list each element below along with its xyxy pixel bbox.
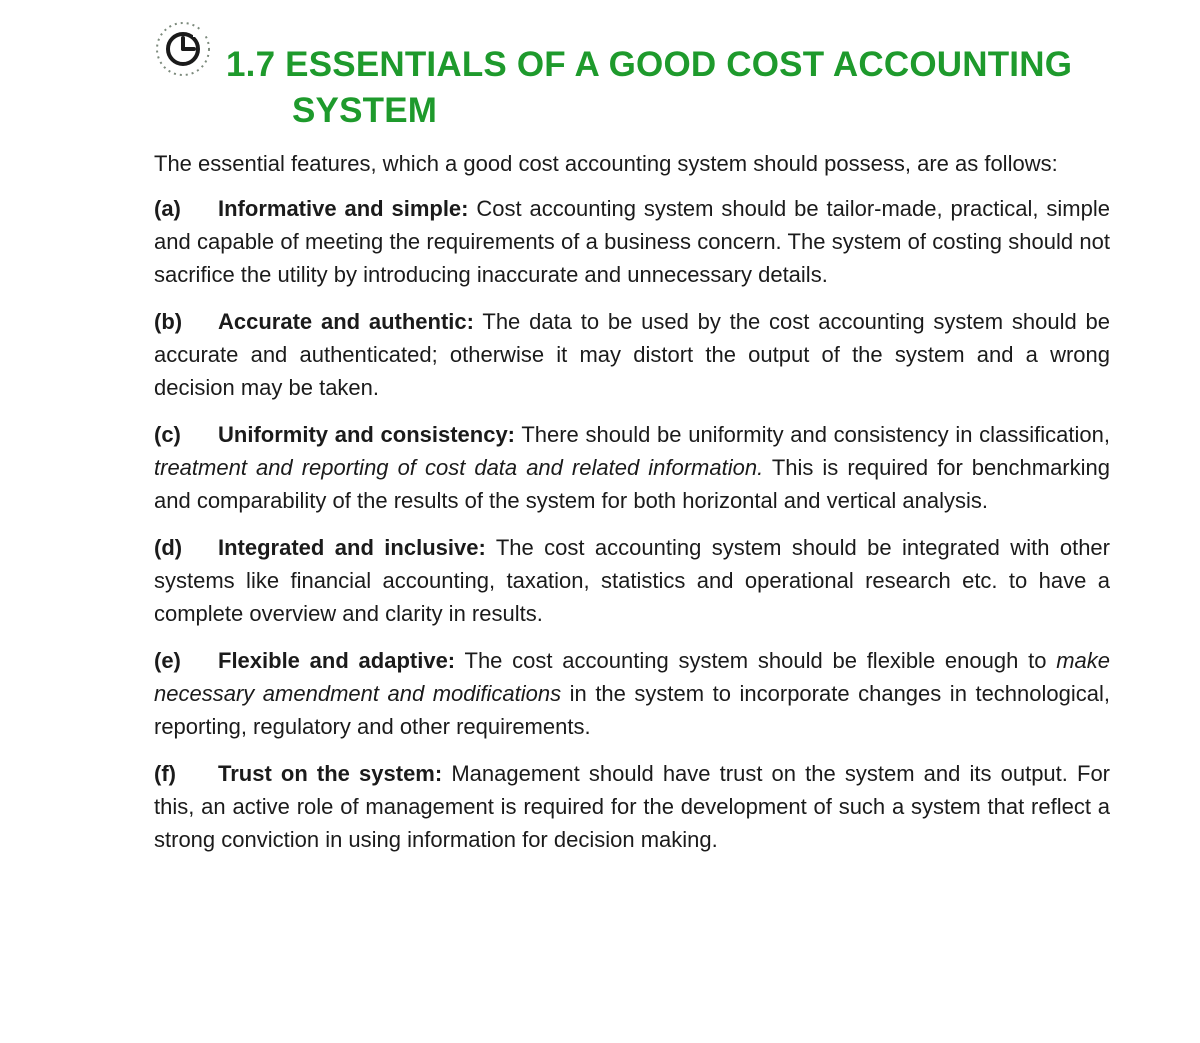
intro-paragraph: The essential features, which a good cost accounting system should possess, are as follows: bbox=[154, 151, 1058, 176]
list-item bbox=[154, 192, 1110, 291]
item-text: This is required for benchmarking and comparability of the results of the system for both horizontal and vertical analysis. bbox=[154, 455, 1110, 513]
list-item bbox=[154, 418, 1110, 517]
list-item bbox=[154, 305, 1110, 404]
item-term: Integrated and inclusive: bbox=[218, 535, 486, 560]
item-text: Management should have trust on the system and its output. For this, an active role of management is required for the development of such a system that reflect a strong conviction in using information for decision making. bbox=[154, 761, 1111, 852]
item-marker: (b) bbox=[154, 309, 183, 334]
item-term: Flexible and adaptive: bbox=[218, 648, 456, 673]
item-marker: (c) bbox=[154, 422, 181, 447]
body-text bbox=[154, 148, 1110, 870]
item-marker: (a) bbox=[154, 196, 181, 221]
list-item bbox=[154, 644, 1110, 743]
item-term: Trust on the system: bbox=[218, 761, 443, 786]
item-text: There should be uniformity and consistency in classification, bbox=[515, 422, 1110, 447]
item-term: Uniformity and consistency: bbox=[218, 422, 516, 447]
list-item bbox=[154, 531, 1110, 630]
item-marker: (d) bbox=[154, 535, 183, 560]
clock-icon bbox=[154, 20, 212, 78]
item-text: The cost accounting system should be integrated with other systems like financial accounting, taxation, statistics and operational research etc. to have a complete overview and clarity in results. bbox=[154, 535, 1110, 626]
item-marker: (f) bbox=[154, 761, 176, 786]
item-marker: (e) bbox=[154, 648, 181, 673]
item-text: The cost accounting system should be flexible enough to bbox=[455, 648, 1057, 673]
item-term: Informative and simple: bbox=[218, 196, 469, 221]
item-text: The data to be used by the cost accounting system should be accurate and authenticated; otherwise it may distort the output of the system and a wrong decision may be taken. bbox=[154, 309, 1110, 400]
item-text: Cost accounting system should be tailor-made, practical, simple and capable of meeting the requirements of a business concern. The system of costing should not sacrifice the utility by introducing inaccurate and unnecessary details. bbox=[154, 196, 1110, 287]
item-text: in the system to incorporate changes in technological, reporting, regulatory and other requirements. bbox=[154, 681, 1110, 739]
page-title bbox=[226, 42, 1126, 134]
item-italic-text: treatment and reporting of cost data and related information. bbox=[154, 455, 764, 480]
item-term: Accurate and authentic: bbox=[218, 309, 474, 334]
title-line-2: SYSTEM bbox=[292, 91, 438, 130]
item-italic-text: make necessary amendment and modifications bbox=[154, 648, 1111, 706]
list-item bbox=[154, 757, 1110, 856]
title-line-1: 1.7 ESSENTIALS OF A GOOD COST ACCOUNTING bbox=[226, 45, 1073, 84]
